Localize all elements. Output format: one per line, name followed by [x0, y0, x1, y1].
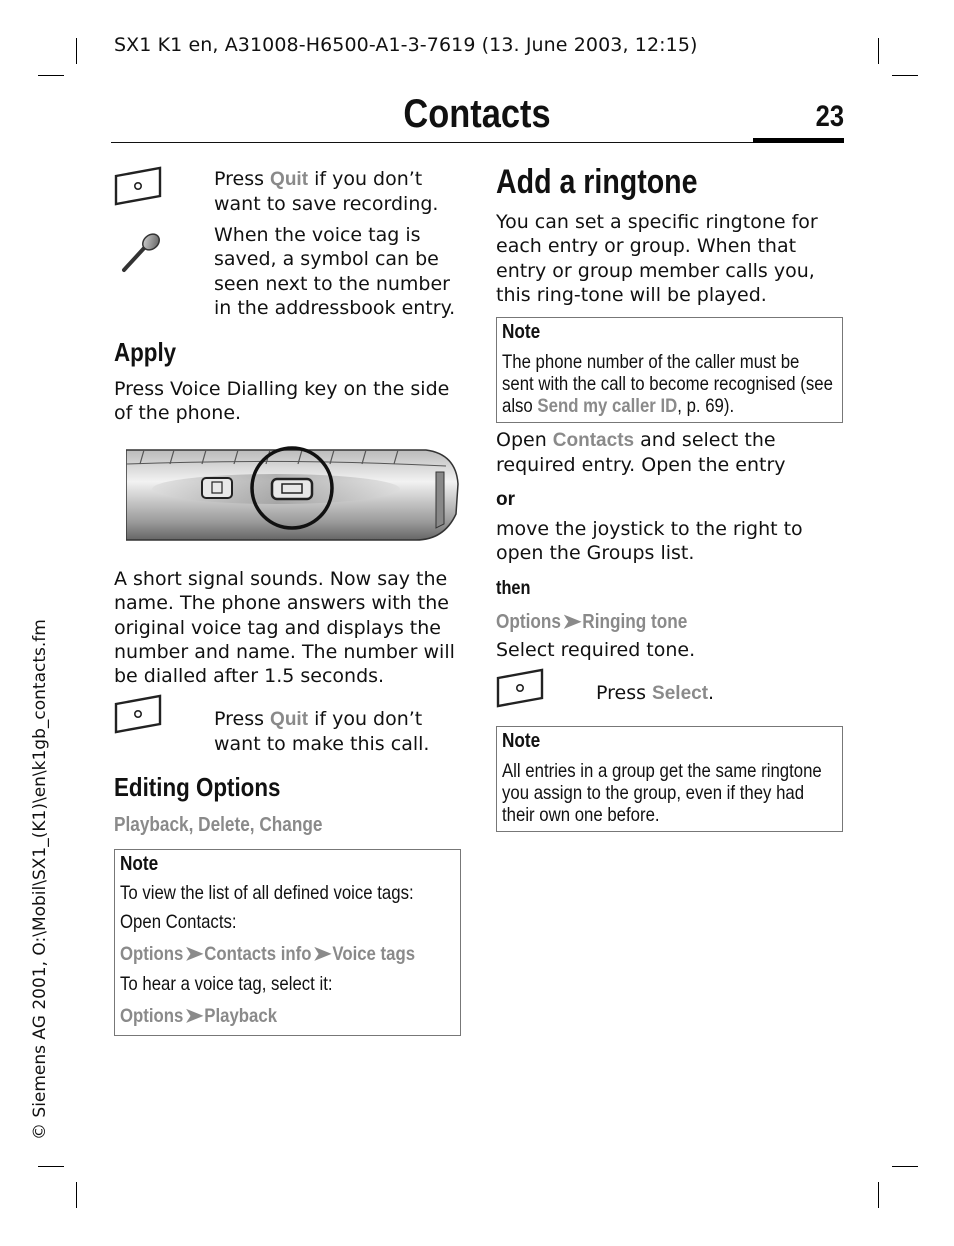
editing-options-heading: Editing Options — [114, 772, 281, 802]
document-header: SX1 K1 en, A31008-H6500-A1-3-7619 (13. June 2003, 12:15) — [114, 34, 698, 56]
crop-mark — [76, 1182, 77, 1208]
crop-mark — [878, 1182, 879, 1208]
crop-mark — [892, 1166, 918, 1167]
note-title: Note — [502, 730, 541, 752]
apply-text: Press Voice Dialling key on the side of the phone. — [114, 378, 450, 425]
phone-side-illustration — [126, 444, 460, 544]
note-title: Note — [120, 853, 159, 875]
note-line: To view the list of all defined voice tags: — [120, 882, 414, 904]
microphone-icon — [120, 232, 164, 274]
then-label: then — [496, 578, 531, 599]
page-number: 23 — [815, 100, 844, 133]
title-rule — [111, 142, 842, 143]
quit-recording-text: Press Quit if you don’t want to save recording. — [214, 168, 439, 216]
select-tone-text: Select required tone. — [496, 639, 696, 661]
menu-send-caller-id: Send my caller ID — [537, 395, 678, 417]
joystick-text: move the joystick to the right to open the Groups list. — [496, 518, 803, 565]
press-select-text: Press Select. — [596, 682, 715, 704]
page-number-rule — [753, 138, 844, 143]
quit-call-text: Press Quit if you don’t want to make this call. — [214, 708, 430, 756]
softkey-icon — [114, 166, 162, 206]
note-title: Note — [502, 321, 541, 343]
softkey-icon — [496, 668, 544, 708]
voice-tag-saved-text: When the voice tag is saved, a symbol can be seen next to the number in the addressbook entry. — [214, 224, 456, 319]
softkey-icon — [114, 694, 162, 734]
page-title: Contacts — [403, 92, 551, 136]
menu-quit: Quit — [270, 709, 309, 730]
menu-quit: Quit — [270, 169, 309, 190]
open-contacts-text: Open Contacts and select the required entry. Open the entry — [496, 429, 786, 477]
note-text: All entries in a group get the same ringtone you assign to the group, even if they had their own one before. — [502, 760, 822, 826]
note-text: The phone number of the caller must be sent with the call to become recognised (see also Send my caller ID, p. 69). — [502, 351, 833, 417]
note-line: To hear a voice tag, select it: — [120, 973, 333, 995]
note-group-ringtone — [496, 726, 843, 832]
note-menu-path: Options➤Contacts info➤Voice tags — [120, 943, 416, 965]
sidebar-file-path: © Siemens AG 2001, O:\Mobil\SX1_(K1)\en\k1gb_contacts.fm — [30, 619, 50, 1140]
ringing-tone-path: Options➤Ringing tone — [496, 611, 688, 633]
note-line: Open Contacts: — [120, 911, 237, 933]
or-label: or — [496, 489, 515, 510]
note-caller-id — [496, 317, 843, 423]
apply-heading: Apply — [114, 337, 177, 367]
editing-options-items: Playback, Delete, Change — [114, 814, 323, 836]
signal-text: A short signal sounds. Now say the name. The phone answers with the original voice tag and displays the number and name. The number will be dialled after 1.5 seconds. — [114, 568, 455, 688]
crop-mark — [38, 1166, 64, 1167]
menu-contacts: Contacts — [552, 430, 635, 451]
crop-mark — [878, 38, 879, 64]
note-menu-path: Options➤Playback — [120, 1005, 278, 1027]
ringtone-intro: You can set a specific ringtone for each entry or group. When that entry or group member calls you, this ring-tone will be played. — [496, 211, 818, 306]
crop-mark — [892, 75, 918, 76]
menu-select: Select — [652, 683, 709, 704]
crop-mark — [38, 75, 64, 76]
add-ringtone-heading: Add a ringtone — [496, 163, 698, 201]
note-voice-tags — [114, 849, 461, 1036]
crop-mark — [76, 38, 77, 64]
